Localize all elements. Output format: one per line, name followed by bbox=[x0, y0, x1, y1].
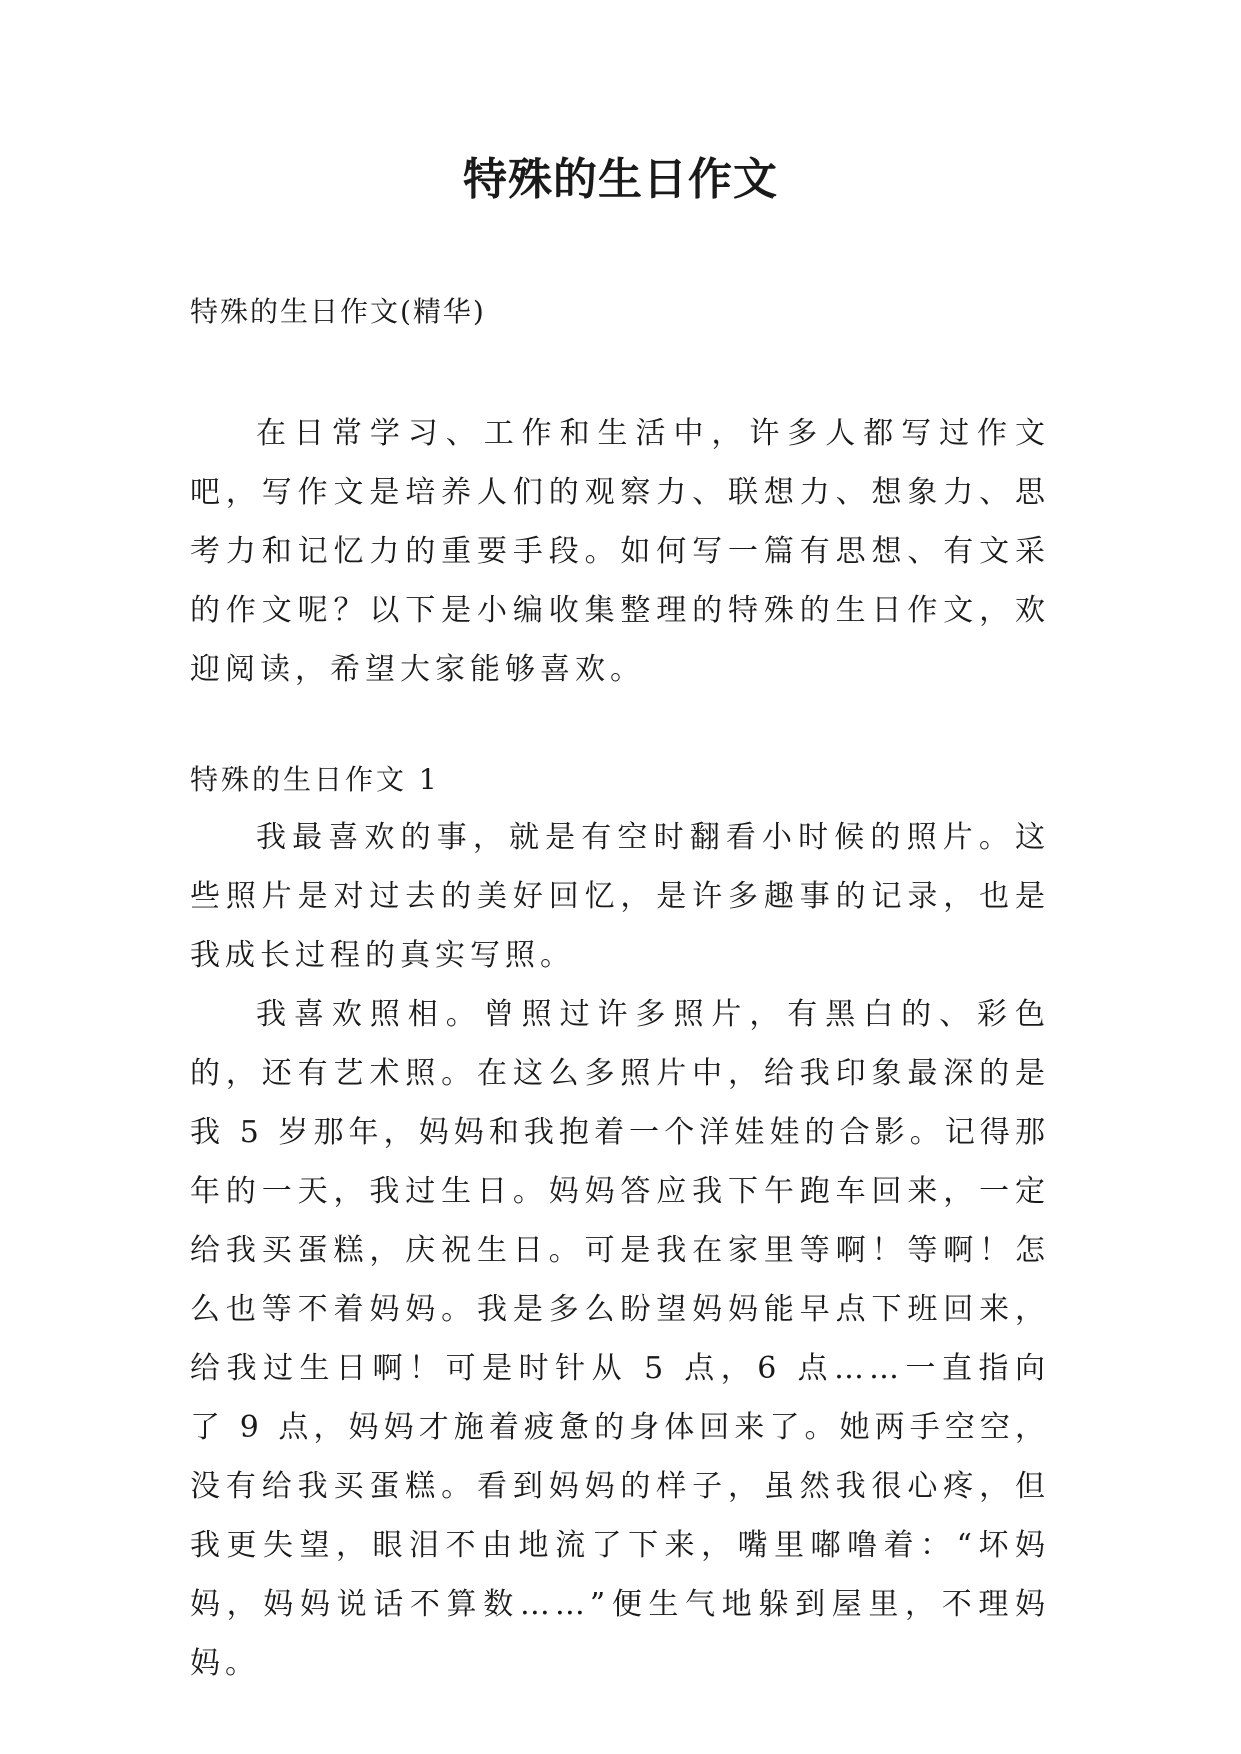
document-title: 特殊的生日作文 bbox=[463, 154, 778, 205]
body-paragraph: 我最喜欢的事，就是有空时翻看小时候的照片。这些照片是对过去的美好回忆，是许多趣事的记录，也是我成长过程的真实写照。 bbox=[190, 820, 1050, 973]
intro-paragraph: 在日常学习、工作和生活中，许多人都写过作文吧，写作文是培养人们的观察力、联想力、想象力、思考力和记忆力的重要手段。如何写一篇有思想、有文采的作文呢？以下是小编收集整理的特殊的生日作文，欢迎阅读，希望大家能够喜欢。 bbox=[190, 416, 1050, 687]
body-paragraph: 我喜欢照相。曾照过许多照片，有黑白的、彩色的，还有艺术照。在这么多照片中，给我印象最深的是我 5 岁那年，妈妈和我抱着一个洋娃娃的合影。记得那年的一天，我过生日。妈妈答应我下午跑车回来，一定给我买蛋糕，庆祝生日。可是我在家里等啊！等啊！怎么也等不着妈妈。我是多么盼望妈妈能早点下班回来，给我过生日啊！可是时针从 5 点，6 点……一直指向了 9 点，妈妈才施着疲惫的身体回来了。她两手空空，没有给我买蛋糕。看到妈妈的样子，虽然我很心疼，但我更失望，眼泪不由地流了下来，嘴里嘟噜着：“坏妈妈，妈妈说话不算数……”便生气地躲到屋里，不理妈妈。 bbox=[190, 997, 1050, 1681]
section-heading: 特殊的生日作文 1 bbox=[190, 763, 440, 796]
document-subtitle: 特殊的生日作文(精华) bbox=[190, 295, 486, 328]
